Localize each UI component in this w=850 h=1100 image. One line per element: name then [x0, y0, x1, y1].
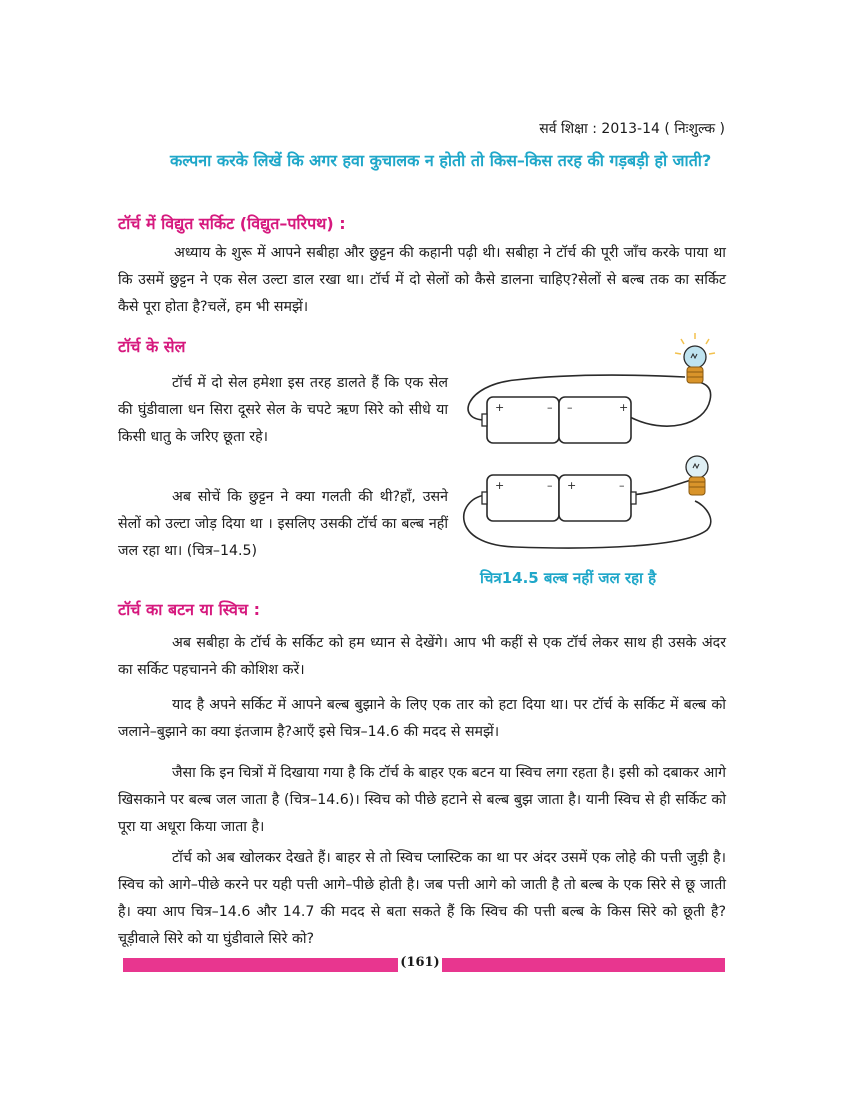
- question-text: कल्पना करके लिखें कि अगर हवा कुचालक न होती तो किस–किस तरह की गड़बड़ी हो जाती?: [170, 151, 712, 170]
- wire: [630, 381, 711, 426]
- figure-cells-bulb: [455, 325, 725, 570]
- cell-terminal: [482, 414, 487, 426]
- wire: [631, 480, 691, 495]
- plus-sign: +: [495, 401, 505, 414]
- figure-caption: चित्र14.5 बल्ब नहीं जल रहा है: [480, 569, 657, 587]
- paragraph-switch-3: जैसा कि इन चित्रों में दिखाया गया है कि टॉर्च के बाहर एक बटन या स्विच लगा रहता है। इसी को दबाकर आगे खिसकाने पर बल्ब जल जाता है (चित्र–14.6)। स्विच को पीछे हटाने से बल्ब बुझ जाता है। यानी स्विच से ही सर्किट को पूरा या अधूरा किया जाता है।: [118, 765, 726, 835]
- circuit-bottom: [464, 456, 711, 548]
- glow-ray: [681, 339, 684, 344]
- glow-ray: [706, 339, 709, 344]
- glow-ray: [675, 353, 681, 354]
- page-header: सर्व शिक्षा : 2013-14 ( निःशुल्क ): [539, 121, 725, 137]
- minus-sign: –: [547, 479, 553, 492]
- section-heading-torch-switch: टॉर्च का बटन या स्विच :: [118, 600, 260, 619]
- paragraph-cells-2: अब सोचें कि छुट्टन ने क्या गलती की थी?हाँ, उसने सेलों को उल्टा जोड़ दिया था । इसलिए उसकी टॉर्च का बल्ब नहीं जल रहा था। (चित्र–14.5): [118, 489, 448, 559]
- bulb-base: [687, 367, 703, 383]
- bulb-base: [689, 477, 705, 495]
- cell-terminal: [631, 492, 636, 504]
- page-number: (161): [400, 955, 440, 970]
- bulb-off: [686, 456, 708, 495]
- footer-bar-left: [123, 958, 398, 972]
- paragraph-switch-2: याद है अपने सर्किट में आपने बल्ब बुझाने के लिए एक तार को हटा दिया था। पर टॉर्च के सर्किट में बल्ब को जलाने–बुझाने का क्या इंतजाम है?आएँ इसे चित्र–14.6 की मदद से समझें।: [118, 697, 726, 740]
- glow-ray: [709, 353, 715, 354]
- paragraph-cells-1: टॉर्च में दो सेल हमेशा इस तरह डालते हैं कि एक सेल की घुंडीवाला धन सिरा दूसरे सेल के चपटे ऋण सिरे को सीधे या किसी धातु के जरिए छूता रहे।: [118, 375, 448, 445]
- plus-sign: +: [567, 479, 577, 492]
- paragraph-switch-1: अब सबीहा के टॉर्च के सर्किट को हम ध्यान से देखेंगे। आप भी कहीं से एक टॉर्च लेकर साथ ही उसके अंदर का सर्किट पहचानने की कोशिश करें।: [118, 635, 726, 678]
- plus-sign: +: [495, 479, 505, 492]
- minus-sign: –: [619, 479, 625, 492]
- bulb-glowing: [675, 333, 715, 383]
- minus-sign: –: [547, 401, 553, 414]
- minus-sign: –: [567, 401, 573, 414]
- paragraph-intro: अध्याय के शुरू में आपने सबीहा और छुट्टन की कहानी पढ़ी थी। सबीहा ने टॉर्च की पूरी जाँच करके पाया था कि उसमें छुट्टन ने एक सेल उल्टा डाल रखा था। टॉर्च में दो सेलों को कैसे डालना चाहिए?सेलों से बल्ब तक का सर्किट कैसे पूरा होता है?चलें, हम भी समझें।: [118, 245, 726, 315]
- footer-bar-right: [442, 958, 725, 972]
- section-heading-torch-cells: टॉर्च के सेल: [118, 337, 186, 356]
- circuit-top: [468, 333, 715, 443]
- plus-sign: +: [619, 401, 629, 414]
- paragraph-switch-4: टॉर्च को अब खोलकर देखते हैं। बाहर से तो स्विच प्लास्टिक का था पर अंदर उसमें एक लोहे की पत्ती जुड़ी है। स्विच को आगे–पीछे करने पर यही पत्ती आगे–पीछे होती है। जब पत्ती आगे को जाती है तो बल्ब के एक सिरे से छू जाती है। क्या आप चित्र–14.6 और 14.7 की मदद से बता सकते हैं कि स्विच की पत्ती बल्ब के किस सिरे को छूती है?चूड़ीवाले सिरे को या घुंडीवाले सिरे को?: [118, 850, 726, 947]
- section-heading-torch-circuit: टॉर्च में विद्युत सर्किट (विद्युत–परिपथ) :: [118, 214, 346, 233]
- cell-terminal: [482, 492, 487, 504]
